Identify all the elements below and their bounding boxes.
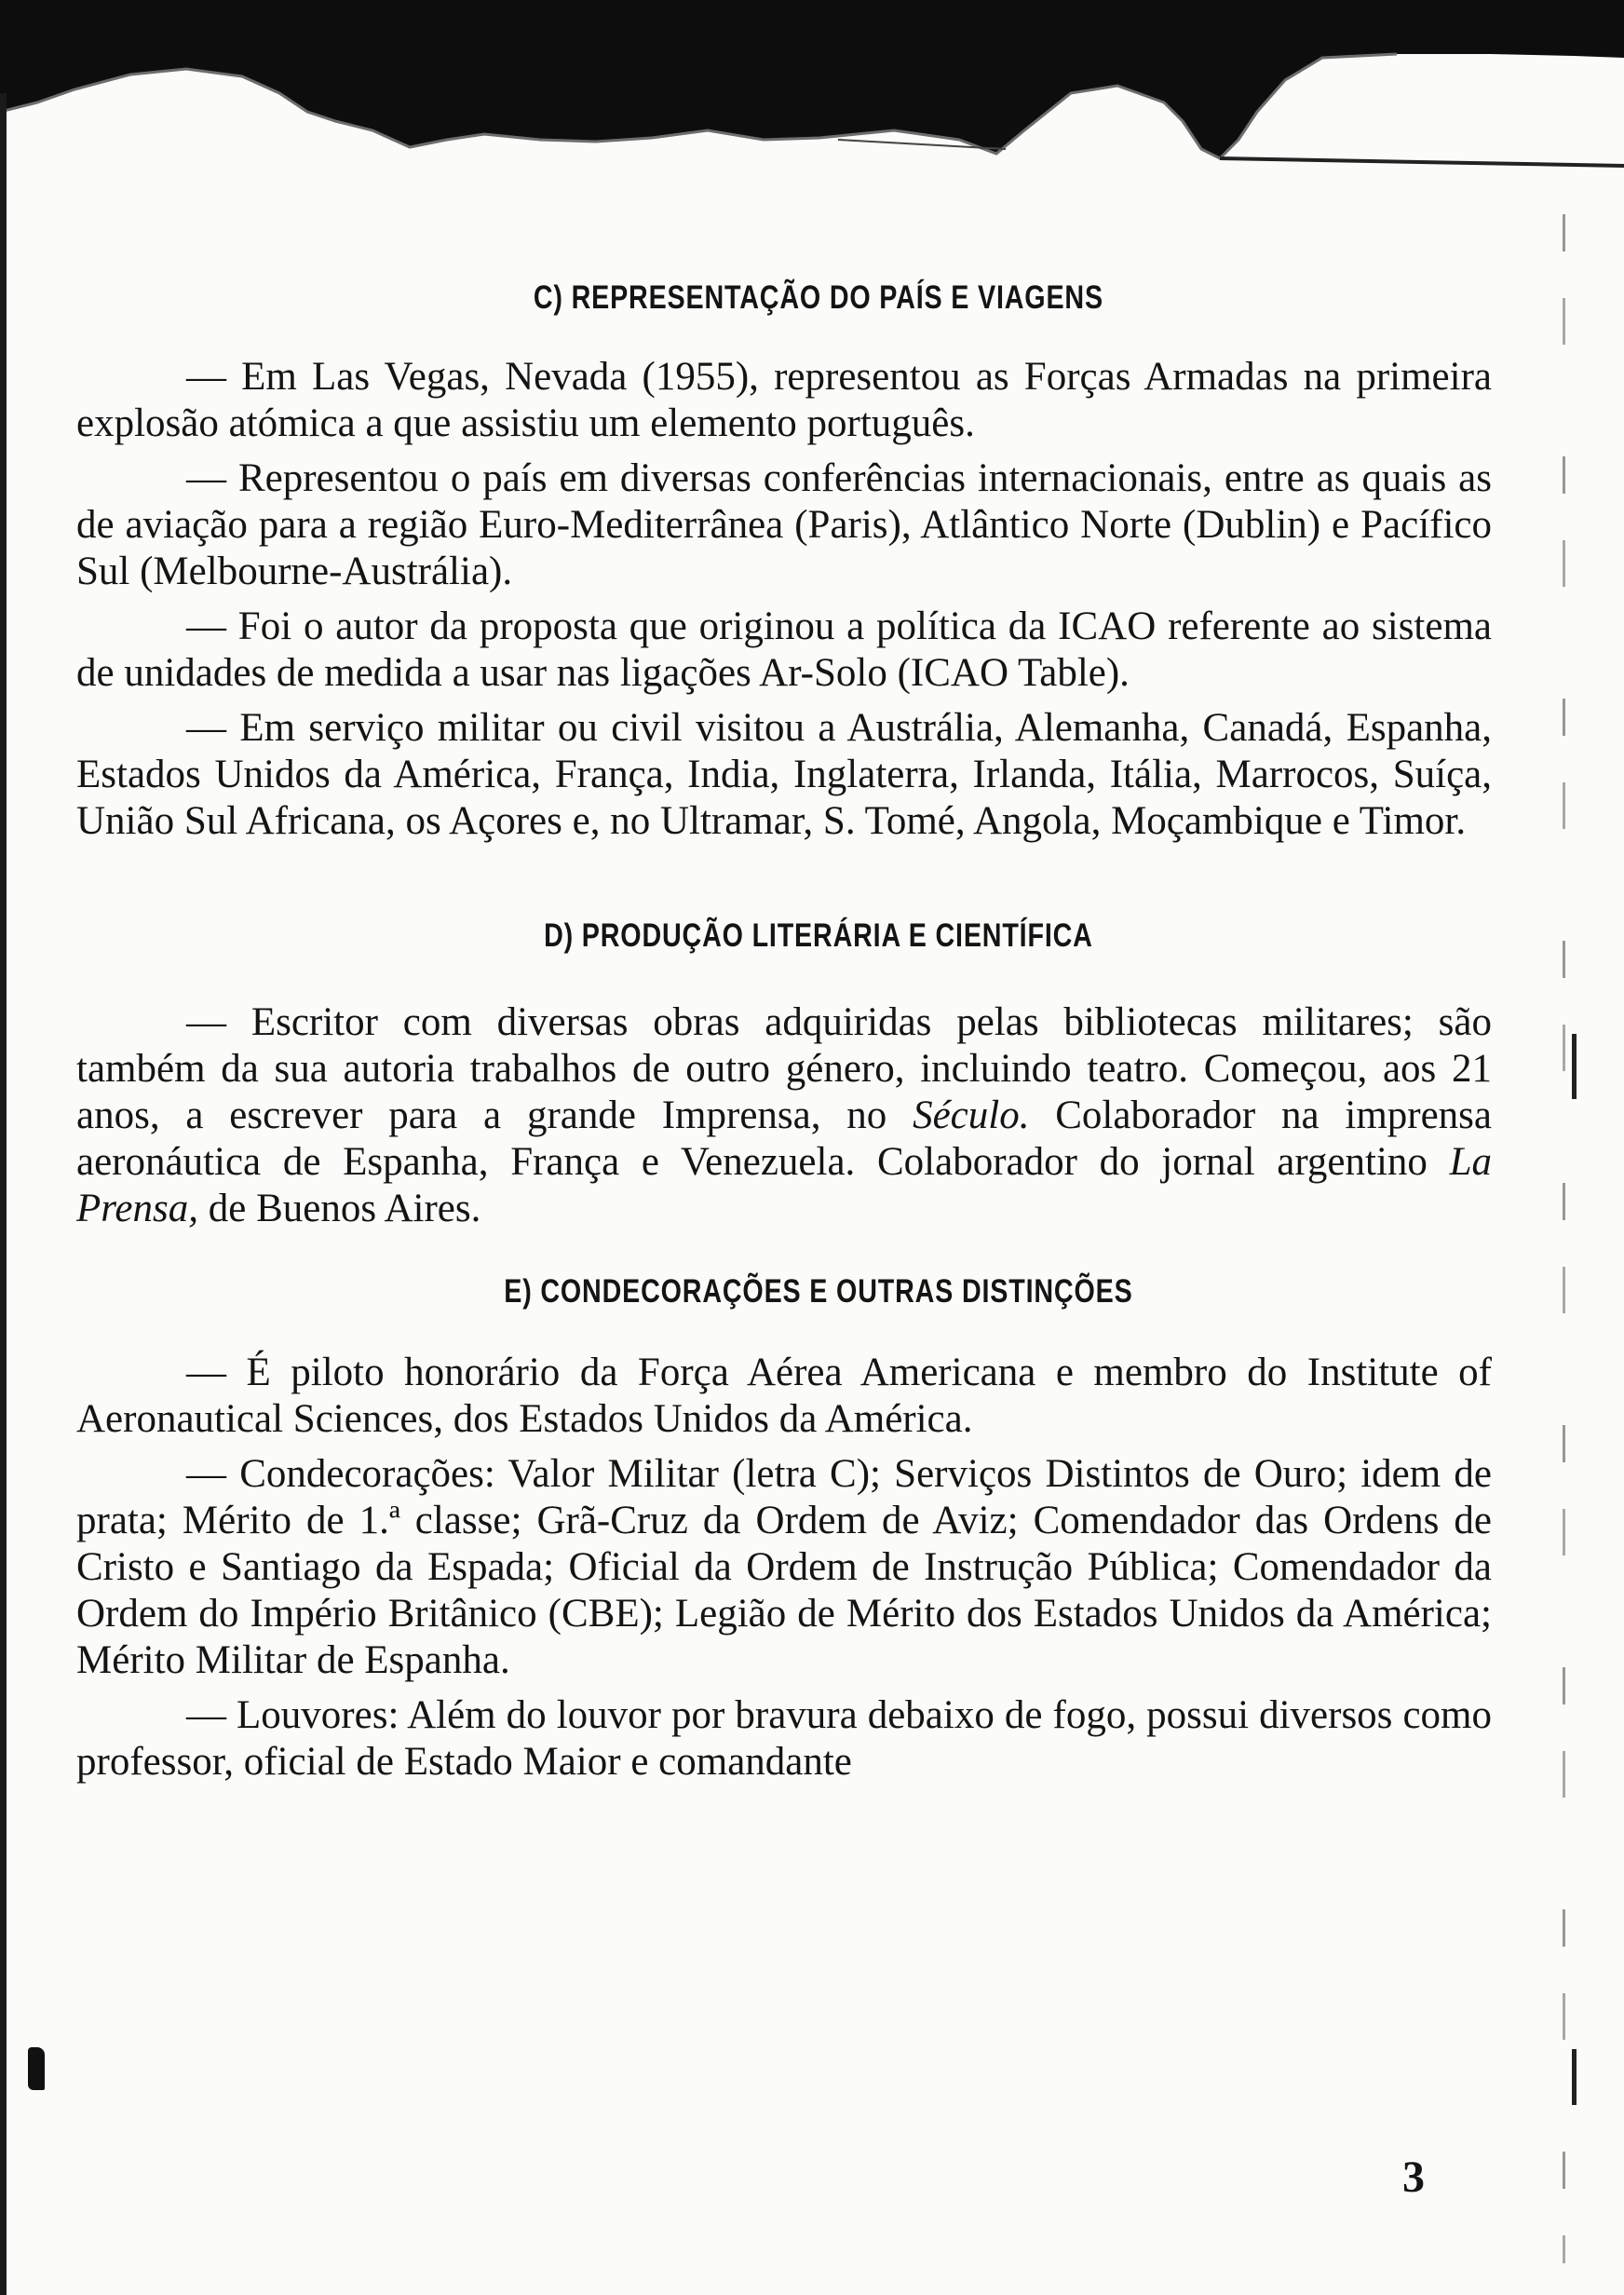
paragraph-text: de Buenos Aires.	[197, 1187, 481, 1230]
page-number: 3	[1402, 2152, 1425, 2202]
section-heading-e: E) CONDECORAÇÕES E OUTRAS DISTINÇÕES	[504, 1273, 1133, 1310]
paragraph: — Foi o autor da proposta que originou a política da ICAO referente ao sistema de unidades de medida a usar nas ligações Ar-Solo (ICAO Table).	[76, 604, 1492, 695]
scan-left-edge	[0, 93, 7, 2295]
newspaper-title-seculo: Século.	[913, 1093, 1030, 1137]
paragraph: — Louvores: Além do louvor por bravura debaixo de fogo, possui diversos como professor, oficial de Estado Maior e comandante	[76, 1693, 1492, 1784]
paragraph: — É piloto honorário da Força Aérea Americana e membro do Institute of Aeronautical Sciences, dos Estados Unidos da América.	[76, 1351, 1492, 1441]
paragraph: — Em serviço militar ou civil visitou a Austrália, Alemanha, Canadá, Espanha, Estados Unidos da América, França, India, Inglaterra, Irlanda, Itália, Marrocos, Suíça, União Sul Africana, os Açores e, no Ultramar, S. Tomé, Angola, Moçambique e Timor.	[76, 706, 1492, 843]
scan-right-mark	[1572, 2049, 1577, 2105]
scan-right-mark	[1572, 1034, 1577, 1099]
section-heading-c: C) REPRESENTAÇÃO DO PAÍS E VIAGENS	[533, 279, 1103, 316]
paragraph: — Condecorações: Valor Militar (letra C); Serviços Distintos de Ouro; idem de prata; Mérito de 1.ª classe; Grã-Cruz da Ordem de Aviz; Comendador das Ordens de Cristo e Santiago da Espada; Oficial da Ordem de Instrução Pública; Comendador da Ordem do Império Britânico (CBE); Legião de Mérito dos Estados Unidos da América; Mérito Militar de Espanha.	[76, 1452, 1492, 1682]
paragraph-text: Colaborador na imprensa aeronáutica de Espanha, França e Venezuela. Colaborador do jornal argentino	[76, 1093, 1492, 1184]
paragraph: — Em Las Vegas, Nevada (1955), representou as Forças Armadas na primeira explosão atómica a que assistiu um elemento português.	[76, 355, 1492, 445]
section-heading-d: D) PRODUÇÃO LITERÁRIA E CIENTÍFICA	[544, 917, 1093, 954]
scan-right-rule	[1563, 214, 1565, 2263]
newspaper-title-la-prensa: La Prensa,	[76, 1140, 1492, 1230]
torn-top-edge	[0, 0, 1624, 186]
margin-ink-blot	[28, 2047, 45, 2090]
page-content	[76, 279, 1492, 1786]
paragraph	[76, 999, 1492, 1232]
paragraph: — Representou o país em diversas conferências internacionais, entre as quais as de aviação para a região Euro-Mediterrânea (Paris), Atlântico Norte (Dublin) e Pacífico Sul (Melbourne-Austrália).	[76, 456, 1492, 593]
paragraph-text: — Escritor com diversas obras adquiridas pelas bibliotecas militares; são também da sua autoria trabalhos de outro género, incluindo teatro. Começou, aos 21 anos, a escrever para a grande Imprensa, no	[76, 1000, 1492, 1137]
